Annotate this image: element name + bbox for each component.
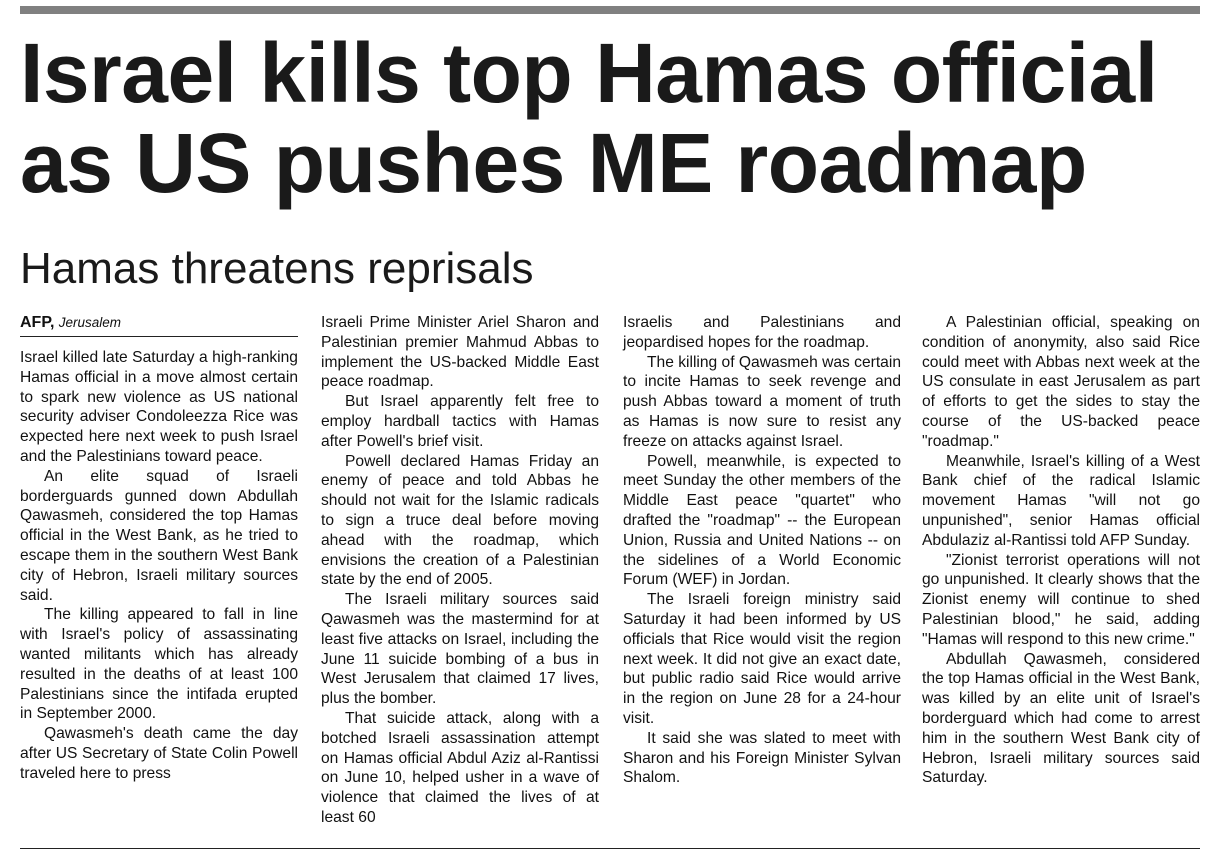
article-paragraph: Abdullah Qawasmeh, considered the top Hamas official in the West Bank, was killed by an elite unit of Israel's borderguard which had come to arrest him in the southern West Bank city of Hebron, Israeli military sources said Saturday. (922, 650, 1200, 787)
article-paragraph: But Israel apparently felt free to employ hardball tactics with Hamas after Powell's brief visit. (321, 393, 599, 450)
article-paragraph: That suicide attack, along with a botched Israeli assassination attempt on Hamas official Abdul Aziz al-Rantissi on June 10, helped usher in a wave of violence that claimed the lives of at least 60 (321, 709, 599, 826)
article-paragraph: It said she was slated to meet with Sharon and his Foreign Minister Sylvan Shalom. (623, 729, 901, 787)
article-paragraph: "Zionist terrorist operations will not go unpunished. It clearly shows that the Zionist enemy will continue to shed Palestinian blood," he said, adding "Hamas will respond to this new crime." (922, 551, 1200, 648)
article-paragraph: Meanwhile, Israel's killing of a West Bank chief of the radical Islamic movement Hamas "will not go unpunished", senior Hamas official Abdulaziz al-Rantissi told AFP Sunday. (922, 452, 1200, 549)
article-column-4 (922, 313, 1200, 788)
headline: Israel kills top Hamas official as US pushes ME roadmap (20, 26, 1158, 210)
article-paragraph: A Palestinian official, speaking on condition of anonymity, also said Rice could meet with Abbas next week at the US consulate in east Jerusalem as part of efforts to get the sides to stay the course of the US-backed peace "roadmap." (922, 314, 1200, 450)
top-rule (20, 6, 1200, 14)
byline-agency: AFP, (20, 314, 55, 331)
article-column-2 (321, 313, 599, 828)
byline (20, 313, 298, 337)
article-paragraph: The killing of Qawasmeh was certain to incite Hamas to seek revenge and push Abbas toward a moment of truth as Hamas is now sure to resist any freeze on attacks against Israel. (623, 353, 901, 450)
article-paragraph: Israeli Prime Minister Ariel Sharon and Palestinian premier Mahmud Abbas to implement the US-backed Middle East peace roadmap. (321, 314, 599, 391)
article-paragraph: The killing appeared to fall in line with Israel's policy of assassinating wanted militants which has already resulted in the deaths of at least 100 Palestinians since the intifada erupted in September 2000. (20, 606, 298, 723)
article-paragraph: Powell declared Hamas Friday an enemy of peace and told Abbas he should not wait for the Islamic radicals to sign a truce deal before moving ahead with the roadmap, which envisions the creation of a Palestinian state by the end of 2005. (321, 452, 599, 589)
article-paragraph: Israelis and Palestinians and jeopardised hopes for the roadmap. (623, 314, 901, 351)
article-paragraph: Qawasmeh's death came the day after US Secretary of State Colin Powell traveled here to press (20, 725, 298, 782)
article-column-1 (20, 313, 298, 784)
article-column-3 (623, 313, 901, 788)
subheadline: Hamas threatens reprisals (20, 244, 534, 293)
article-paragraph: An elite squad of Israeli borderguards gunned down Abdullah Qawasmeh, considered the top Hamas official in the West Bank, as he tried to escape them in the southern West Bank city of Hebron, Israeli military sources said. (20, 467, 298, 604)
article-paragraph: The Israeli military sources said Qawasmeh was the mastermind for at least five attacks on Israel, including the June 11 suicide bombing of a bus in West Jerusalem that claimed 17 lives, plus the bomber. (321, 591, 599, 708)
bottom-rule (20, 848, 1200, 849)
article-paragraph: Powell, meanwhile, is expected to meet Sunday the other members of the Middle East peace "quartet" who drafted the "roadmap" -- the European Union, Russia and United Nations -- on the sidelines of a World Economic Forum (WEF) in Jordan. (623, 452, 901, 589)
byline-dateline: Jerusalem (58, 315, 122, 330)
article-paragraph: Israel killed late Saturday a high-ranking Hamas official in a move almost certain to spark new violence as US national security adviser Condoleezza Rice was expected here next week to push Israel and the Palestinians toward peace. (20, 349, 298, 465)
article-paragraph: The Israeli foreign ministry said Saturday it had been informed by US officials that Rice would visit the region next week. It did not give an exact date, but public radio said Rice would arrive in the region on June 28 for a 24-hour visit. (623, 591, 901, 727)
